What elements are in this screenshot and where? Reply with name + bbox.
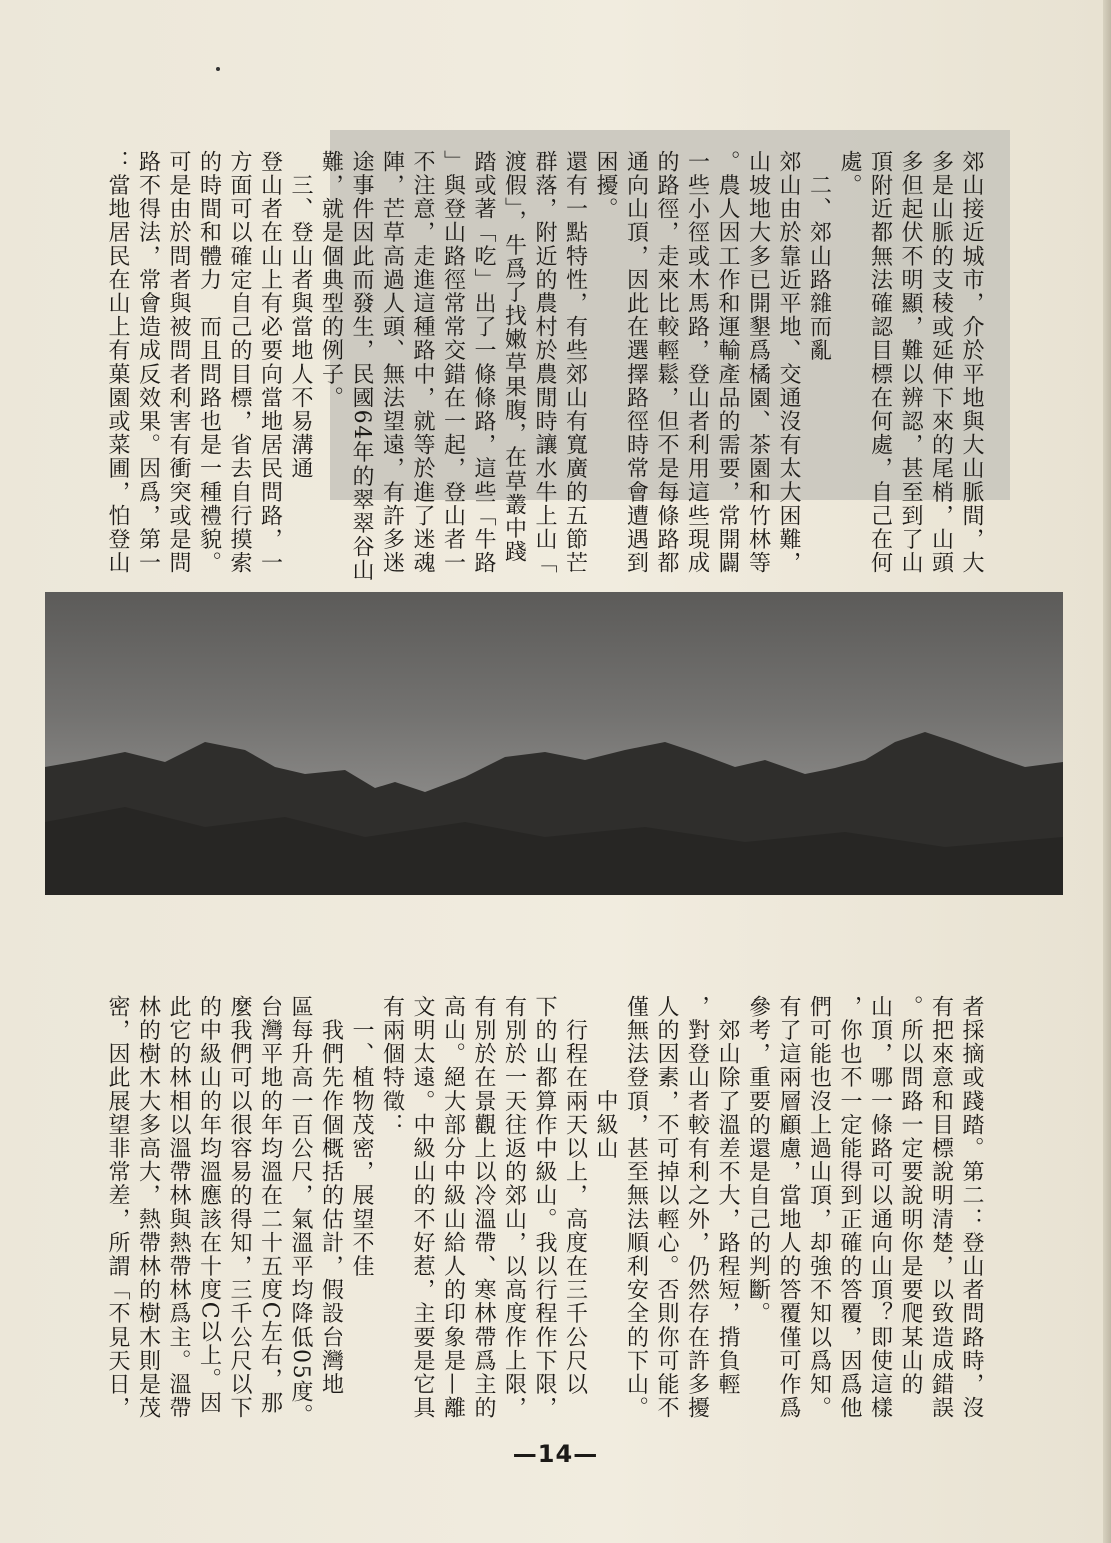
text-line: 的時間和體力 而且問路也是一種禮貌。 <box>196 150 222 575</box>
text-line: 處。 <box>837 150 862 198</box>
text-line: 可是由於問者與被問者利害有衝突或是問 <box>166 150 191 575</box>
text-line: 通向山頂，因此在選擇路徑時常會遭遇到 <box>623 150 649 575</box>
text-line: 困擾。 <box>593 150 618 221</box>
text-line: 郊山接近城市，介於平地與大山脈間，大 <box>959 150 984 575</box>
text-line: 方面可以確定自己的目標，省去自行摸索 <box>227 150 252 575</box>
text-line: 有把來意和目標說明清楚，以致造成錯誤 <box>928 995 954 1420</box>
text-line: 下的山都算作中級山。我以行程作下限， <box>532 995 557 1420</box>
text-line: 有別於一天往返的郊山，以高度作上限， <box>501 995 527 1420</box>
text-line: 群落，附近的農村於農閒時讓水牛上山「 <box>532 150 557 575</box>
text-line: 陣，芒草高過人頭、無法望遠，有許多迷 <box>379 150 405 575</box>
text-line: 台灣平地的年均溫在二十五度C左右，那 <box>257 995 283 1415</box>
text-line: 的路徑，走來比較輕鬆，但不是每條路都 <box>654 150 679 575</box>
text-line: 多但起伏不明顯，難以辨認，甚至到了山 <box>898 150 923 575</box>
text-line: ，對登山者較有利之外，仍然存在許多擾 <box>684 995 710 1420</box>
text-line: 有了這兩層顧慮，當地人的答覆僅可作爲 <box>776 995 801 1420</box>
page-number: —14— <box>512 1440 599 1468</box>
text-line: 文明太遠。中級山的不好惹，主要是它具 <box>410 995 435 1420</box>
text-line: 行程在兩天以上，高度在三千公尺以 <box>562 995 588 1397</box>
text-line: 一、植物茂密，展望不佳 <box>349 995 374 1279</box>
text-line: 僅無法登頂，甚至無法順利安全的下山。 <box>623 995 649 1420</box>
text-line: 林的樹木大多高大，熱帶林的樹木則是茂 <box>135 995 161 1420</box>
mountain-photo <box>45 592 1063 895</box>
text-line: 山頂，哪一條路可以通向山頂？即使這樣 <box>867 995 893 1420</box>
text-line: 此它的林相以溫帶林與熱帶林爲主。溫帶 <box>166 995 191 1420</box>
text-line: 。農人因工作和運輸產品的需要，常開闢 <box>715 150 740 575</box>
text-line: 。所以問路一定要說明你是要爬某山的 <box>898 995 923 1397</box>
top-text-block <box>105 150 986 583</box>
text-line: 有別於在景觀上以冷溫帶、寒林帶爲主的 <box>471 995 496 1420</box>
mountain-silhouette <box>45 592 1063 895</box>
text-line: 麼我們可以很容易的得知，三千公尺以下 <box>227 995 252 1420</box>
text-line: 難，就是個典型的例子。 <box>318 150 344 410</box>
text-line: 還有一點特性，有些郊山有寬廣的五節芒 <box>562 150 588 575</box>
text-line: 二、郊山路雜而亂 <box>806 150 832 363</box>
text-line: 們可能也沒上過山頂，却強不知以爲知。 <box>806 995 832 1420</box>
text-line: 一些小徑或木馬路，登山者利用這些現成 <box>684 150 710 575</box>
text-line: ，你也不一定能得到正確的答覆，因爲他 <box>837 995 862 1420</box>
ink-dot <box>216 67 220 71</box>
page-edge <box>1103 0 1111 1543</box>
text-line: 踏或著「吃」出了一條條路，這些「牛路 <box>471 150 496 575</box>
text-line: 渡假」，牛爲了找嫩草果腹，在草叢中踐 <box>501 150 527 564</box>
text-line: 的中級山的年均溫應該在十度C以上。因 <box>196 995 222 1415</box>
text-line: 我們先作個概括的估計，假設台灣地 <box>318 995 344 1397</box>
text-line: 頂附近都無法確認目標在何處，自己在何 <box>867 150 893 575</box>
bottom-text-block <box>66 995 986 1428</box>
text-line: 三、登山者與當地人不易溝通 <box>288 150 313 481</box>
text-line: 郊山由於靠近平地、交通沒有太大困難， <box>776 150 801 575</box>
text-line: 郊山除了溫差不大，路程短，揹負輕 <box>715 995 740 1397</box>
text-line: 參考，重要的還是自己的判斷。 <box>745 995 771 1326</box>
text-line: 人的因素，不可掉以輕心。否則你可能不 <box>654 995 679 1420</box>
text-line: 途事件因此而發生，民國64年的翠翠谷山 <box>349 150 374 583</box>
text-line: 高山。絕大部分中級山給人的印象是—離 <box>440 995 466 1420</box>
text-line: 不注意，走進這種路中，就等於進了迷魂 <box>410 150 435 575</box>
text-line: ：當地居民在山上有菓園或菜圃，怕登山 <box>105 150 130 575</box>
text-line: 」與登山路徑常常交錯在一起，登山者一 <box>440 150 466 575</box>
text-line: 路不得法，常會造成反效果。因爲，第一 <box>135 150 161 575</box>
text-line: 密，因此展望非常差，所謂「不見天日， <box>105 995 130 1420</box>
text-line: 多是山脈的支稜或延伸下來的尾梢，山頭 <box>928 150 954 575</box>
text-line: 登山者在山上有必要向當地居民問路，一 <box>257 150 283 575</box>
text-line: 有兩個特徵： <box>379 995 405 1137</box>
text-line: 者採摘或踐踏。第二：登山者問路時，沒 <box>959 995 984 1420</box>
text-line: 區每升高一百公尺，氣溫平均降低05度。 <box>288 995 313 1428</box>
text-line: 中級山 <box>593 995 618 1161</box>
text-line: 山坡地大多已開墾爲橘園、茶園和竹林等 <box>745 150 771 575</box>
